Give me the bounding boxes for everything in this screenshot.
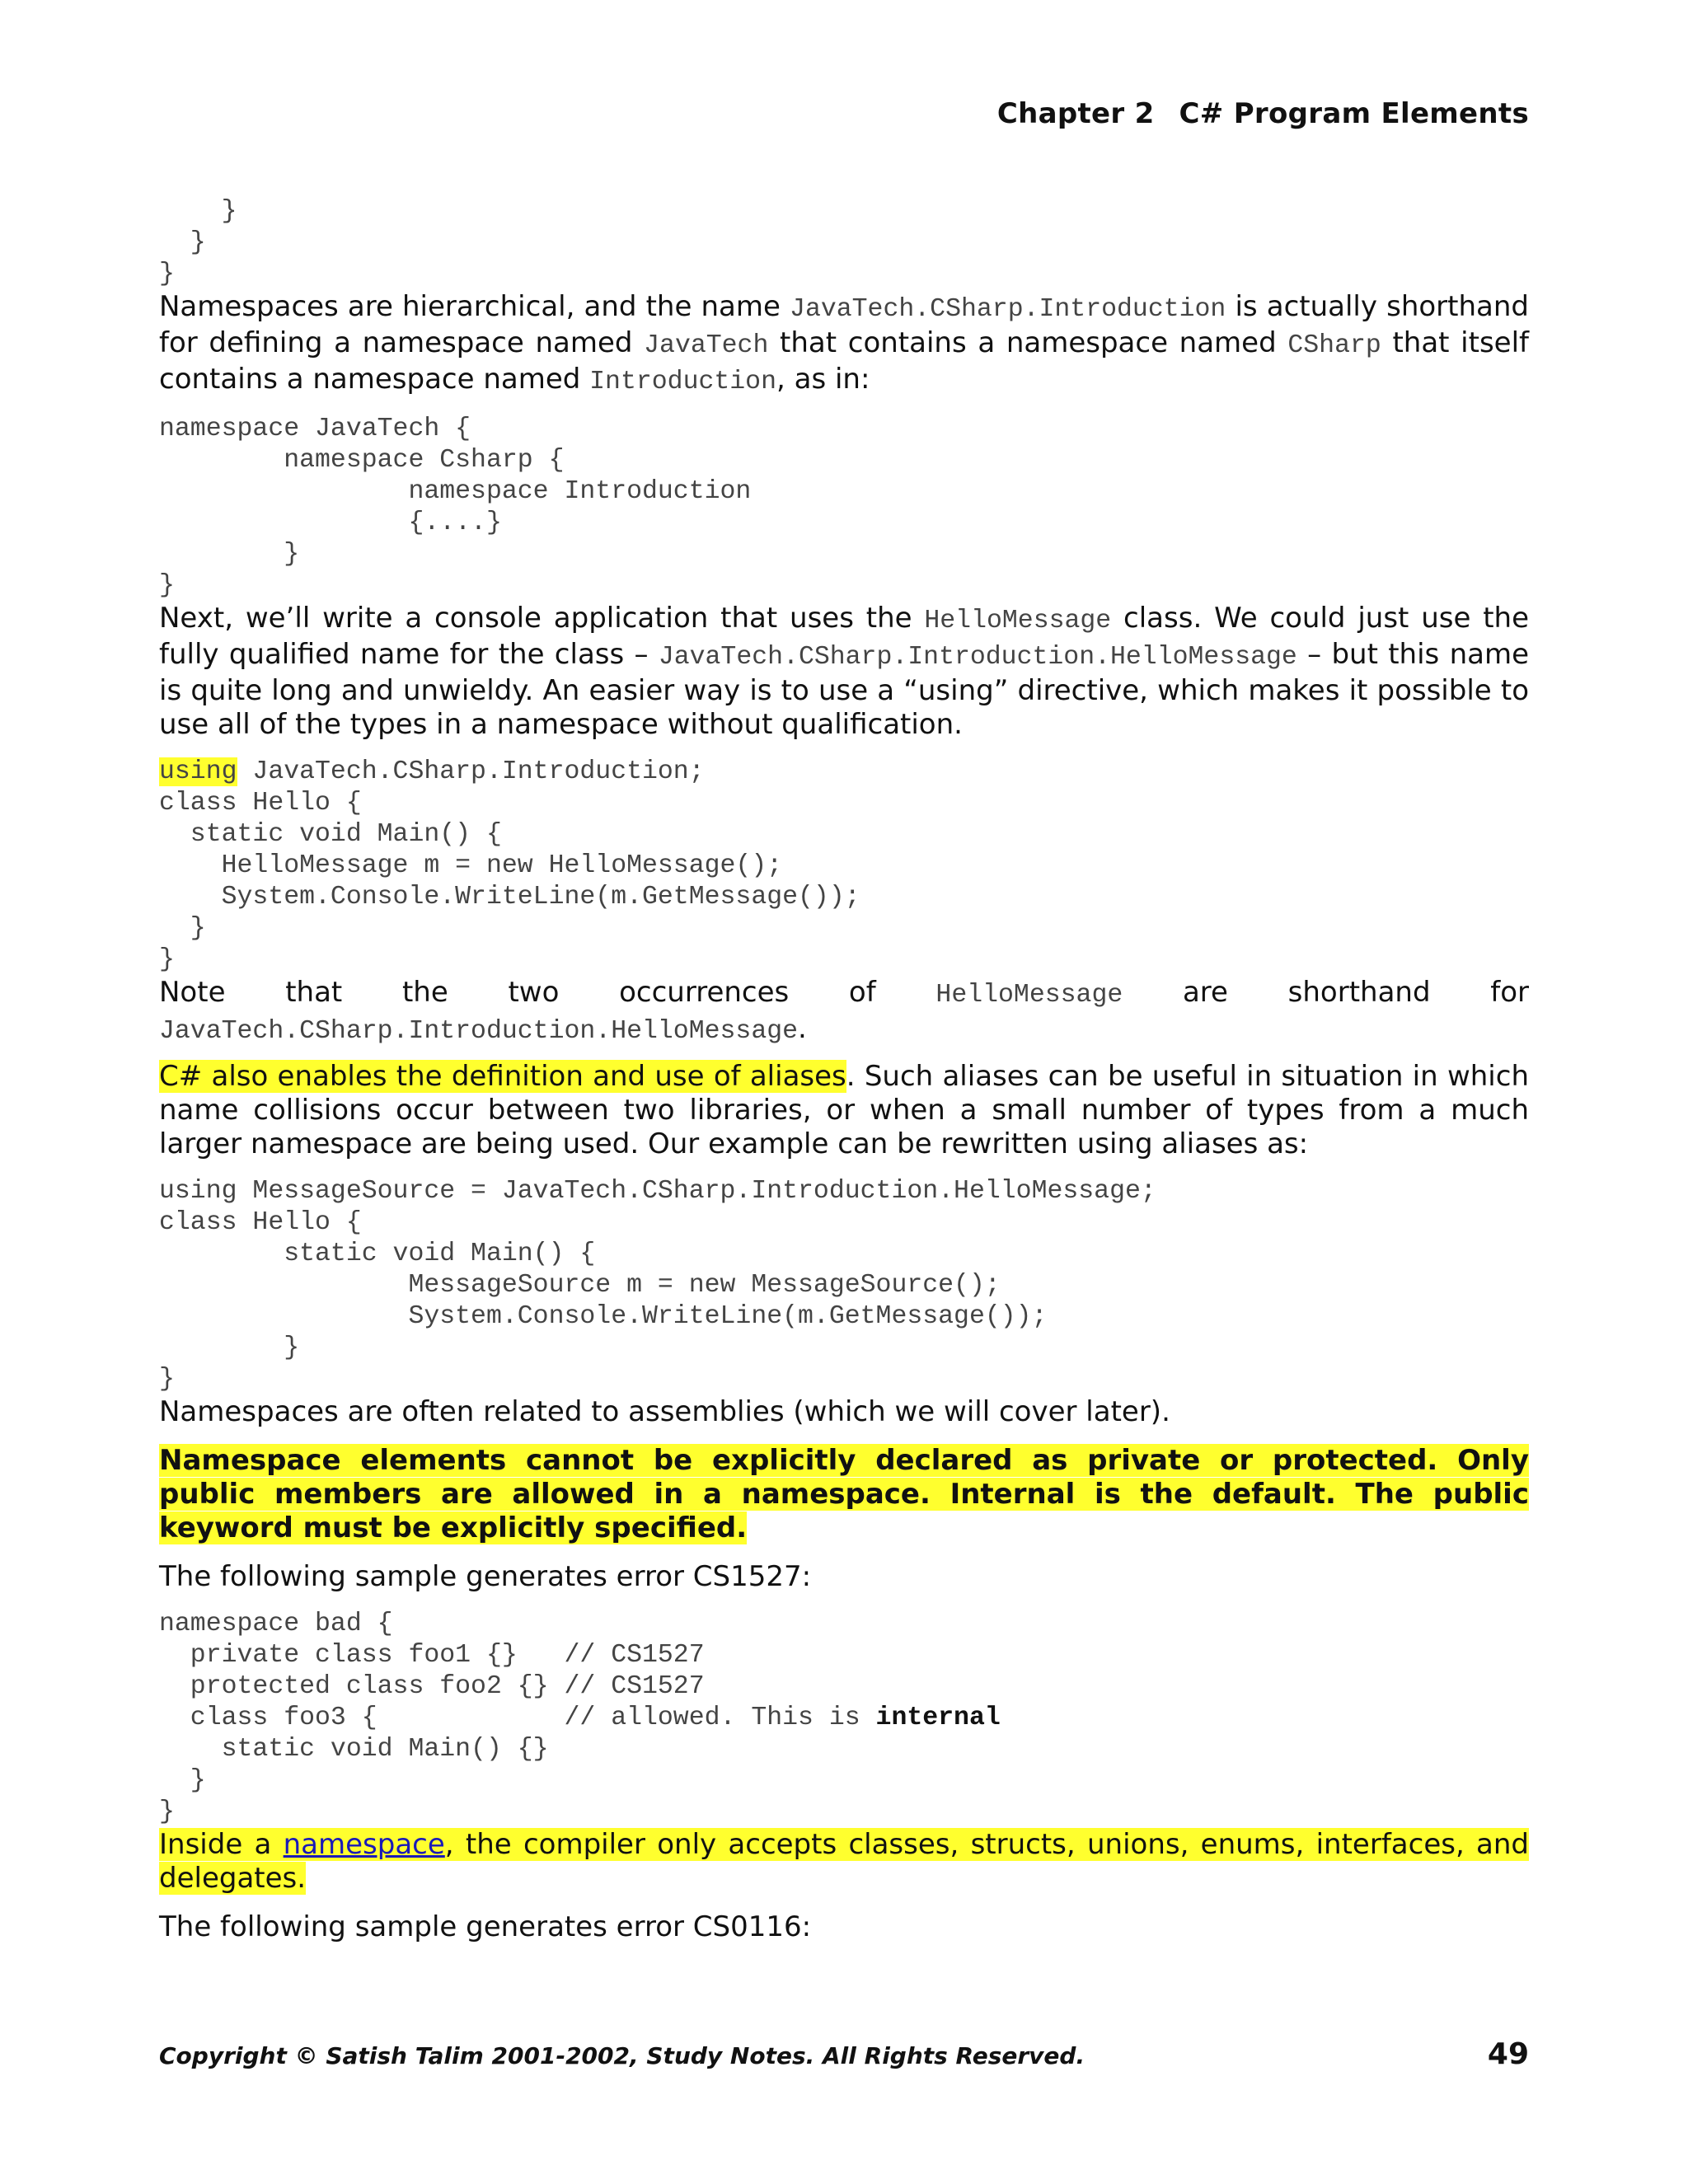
- paragraph-error-cs1527: The following sample generates error CS1527:: [159, 1560, 812, 1593]
- inline-code: CSharp: [1287, 331, 1381, 360]
- chapter-title: C# Program Elements: [1179, 97, 1529, 130]
- text: are shorthand for: [1123, 976, 1530, 1009]
- paragraph-namespace-elements-rule: [159, 1444, 1529, 1545]
- text: Note that the two occurrences of: [159, 976, 936, 1009]
- page-number: 49: [1487, 2037, 1529, 2071]
- inline-code: HelloMessage: [935, 981, 1123, 1010]
- code-block-cs1527-example: [159, 1609, 1529, 1828]
- paragraph-namespace-contents: [159, 1828, 1529, 1896]
- code-block-nested-namespaces: namespace JavaTech { namespace Csharp { namespace Introduction {....} } }: [159, 415, 752, 600]
- text: – but this name is quite long and unwieldy. An easier way is to use a “using” directive, which makes it possible to use all of the types in a namespace without qualification.: [159, 638, 1529, 741]
- highlighted-keyword: using: [159, 757, 237, 786]
- paragraph-aliases: [159, 1060, 1529, 1161]
- text: is actually shorthand for defining a namespace named: [159, 290, 1529, 359]
- text: Namespaces are hierarchical, and the name: [159, 290, 790, 323]
- inline-code: JavaTech: [644, 331, 769, 360]
- text: that contains a namespace named: [768, 326, 1288, 359]
- chapter-number: Chapter 2: [996, 97, 1155, 130]
- highlighted-text: , the compiler only accepts classes, structs, unions, enums, interfaces, and delegates.: [159, 1828, 1529, 1895]
- code-text: static void Main() {} } }: [159, 1735, 549, 1826]
- code-block-using-example: [159, 757, 1529, 976]
- inline-code: JavaTech.CSharp.Introduction: [790, 295, 1226, 324]
- copyright-notice: Copyright © Satish Talim 2001-2002, Study Notes. All Rights Reserved.: [159, 2042, 1085, 2069]
- text: Next, we’ll write a console application that uses the: [159, 602, 925, 635]
- code-text: JavaTech.CSharp.Introduction; class Hello { static void Main() { HelloMessage m = new HelloMessage(); System.Console.WriteLine(m.GetMessage()); } }: [159, 757, 860, 974]
- paragraph-using-directive: [159, 602, 1529, 742]
- inline-code: JavaTech.CSharp.Introduction.HelloMessage: [159, 1017, 799, 1046]
- code-block-alias-example: using MessageSource = JavaTech.CSharp.Introduction.HelloMessage; class Hello { static void Main() { MessageSource m = new MessageSource(); System.Console.WriteLine(m.GetMessage()); } }: [159, 1177, 1156, 1394]
- paragraph-namespaces-hierarchical: [159, 290, 1529, 399]
- text: .: [798, 1012, 807, 1045]
- paragraph-error-cs0116: The following sample generates error CS0116:: [159, 1910, 812, 1943]
- highlighted-text: C# also enables the definition and use of aliases: [159, 1060, 846, 1093]
- bold-keyword: internal: [875, 1704, 1001, 1732]
- text: class. We could just use the fully qualified name for the class –: [159, 602, 1529, 671]
- page-body: [159, 196, 1529, 1944]
- code-block-closing-braces: } } }: [159, 197, 237, 288]
- text: that itself contains a namespace named: [159, 326, 1529, 396]
- inline-code: HelloMessage: [924, 607, 1112, 635]
- inline-code: Introduction: [589, 368, 776, 396]
- running-header: [997, 97, 1529, 130]
- highlighted-bold-text: Namespace elements cannot be explicitly declared as private or protected. Only public members are allowed in a namespace. Internal is the default. The public keyword must be explicitly specified.: [159, 1444, 1529, 1544]
- highlighted-text: Inside a: [159, 1828, 284, 1861]
- text: , as in:: [776, 363, 870, 396]
- namespace-link[interactable]: namespace: [283, 1828, 445, 1861]
- paragraph-shorthand-note: [159, 976, 1529, 1048]
- inline-code: JavaTech.CSharp.Introduction.HelloMessage: [658, 643, 1297, 672]
- paragraph-assemblies: Namespaces are often related to assemblies (which we will cover later).: [159, 1395, 1170, 1428]
- code-text: namespace bad { private class foo1 {} // CS1527 protected class foo2 {} // CS1527 class foo3 { // allowed. This is: [159, 1610, 860, 1732]
- text: . Such aliases can be useful in situation in which name collisions occur between two libraries, or when a small number of types from a much larger namespace are being used. Our example can be rewritten using aliases as:: [159, 1060, 1529, 1160]
- page-footer: [159, 2037, 1529, 2071]
